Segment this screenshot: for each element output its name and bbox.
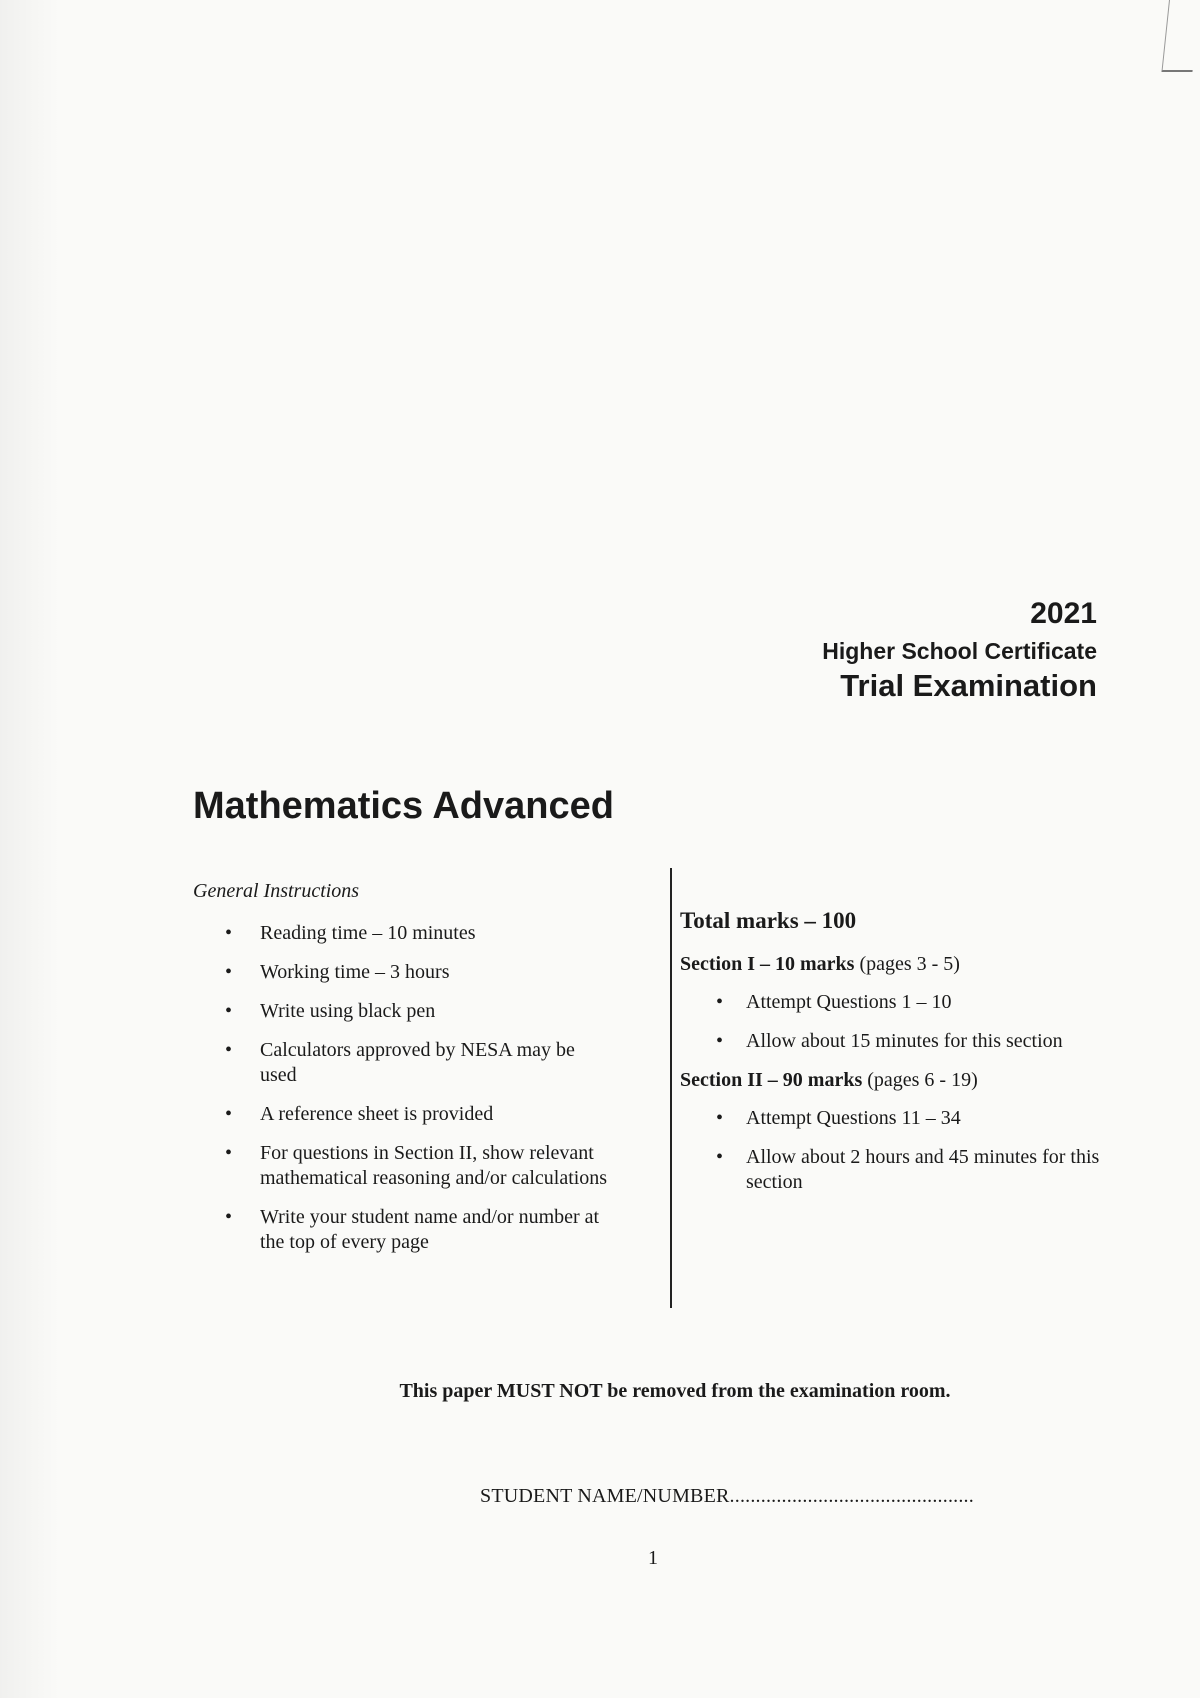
instruction-item: • Calculators approved by NESA may be used <box>193 1038 610 1088</box>
section-2-list <box>680 1106 1100 1195</box>
instruction-item: • For questions in Section II, show relevant mathematical reasoning and/or calculations <box>193 1141 610 1191</box>
instruction-item: • Reading time – 10 minutes <box>193 921 610 946</box>
instructions-list <box>193 921 633 1255</box>
column-divider <box>670 868 672 1308</box>
student-name-field: STUDENT NAME/NUMBER............................................... <box>480 1485 974 1507</box>
section-1-pages: (pages 3 - 5) <box>859 953 960 975</box>
certificate-name: Higher School Certificate <box>822 638 1097 664</box>
section-2-header <box>680 1068 1100 1092</box>
section-1-item: • Allow about 15 minutes for this section <box>680 1029 1100 1054</box>
subject-title: Mathematics Advanced <box>193 785 614 827</box>
section-1-list <box>680 990 1100 1054</box>
section-1-item: • Attempt Questions 1 – 10 <box>680 990 1100 1015</box>
instruction-item: • Working time – 3 hours <box>193 960 610 985</box>
instruction-item: • A reference sheet is provided <box>193 1102 610 1127</box>
total-marks: Total marks – 100 <box>680 908 857 933</box>
exam-year: 2021 <box>1030 597 1097 630</box>
instruction-item: • Write your student name and/or number at the top of every page <box>193 1205 610 1255</box>
section-2-title: Section II – 90 marks <box>680 1069 863 1091</box>
section-2-item: • Allow about 2 hours and 45 minutes for this section <box>680 1145 1100 1195</box>
general-instructions-heading: General Instructions <box>193 880 360 902</box>
general-instructions <box>193 880 633 1269</box>
marks-breakdown <box>680 908 1100 1209</box>
section-1-title: Section I – 10 marks <box>680 953 855 975</box>
section-2-item: • Attempt Questions 11 – 34 <box>680 1106 1100 1131</box>
page-number: 1 <box>648 1547 658 1569</box>
section-1-header <box>680 952 1100 976</box>
page-corner-mark <box>1161 0 1200 72</box>
instruction-item: • Write using black pen <box>193 999 610 1024</box>
exam-type: Trial Examination <box>840 668 1097 703</box>
removal-notice: This paper MUST NOT be removed from the examination room. <box>399 1380 951 1402</box>
exam-header <box>822 596 1097 704</box>
scan-shadow <box>0 0 60 1698</box>
section-2-pages: (pages 6 - 19) <box>867 1069 978 1091</box>
